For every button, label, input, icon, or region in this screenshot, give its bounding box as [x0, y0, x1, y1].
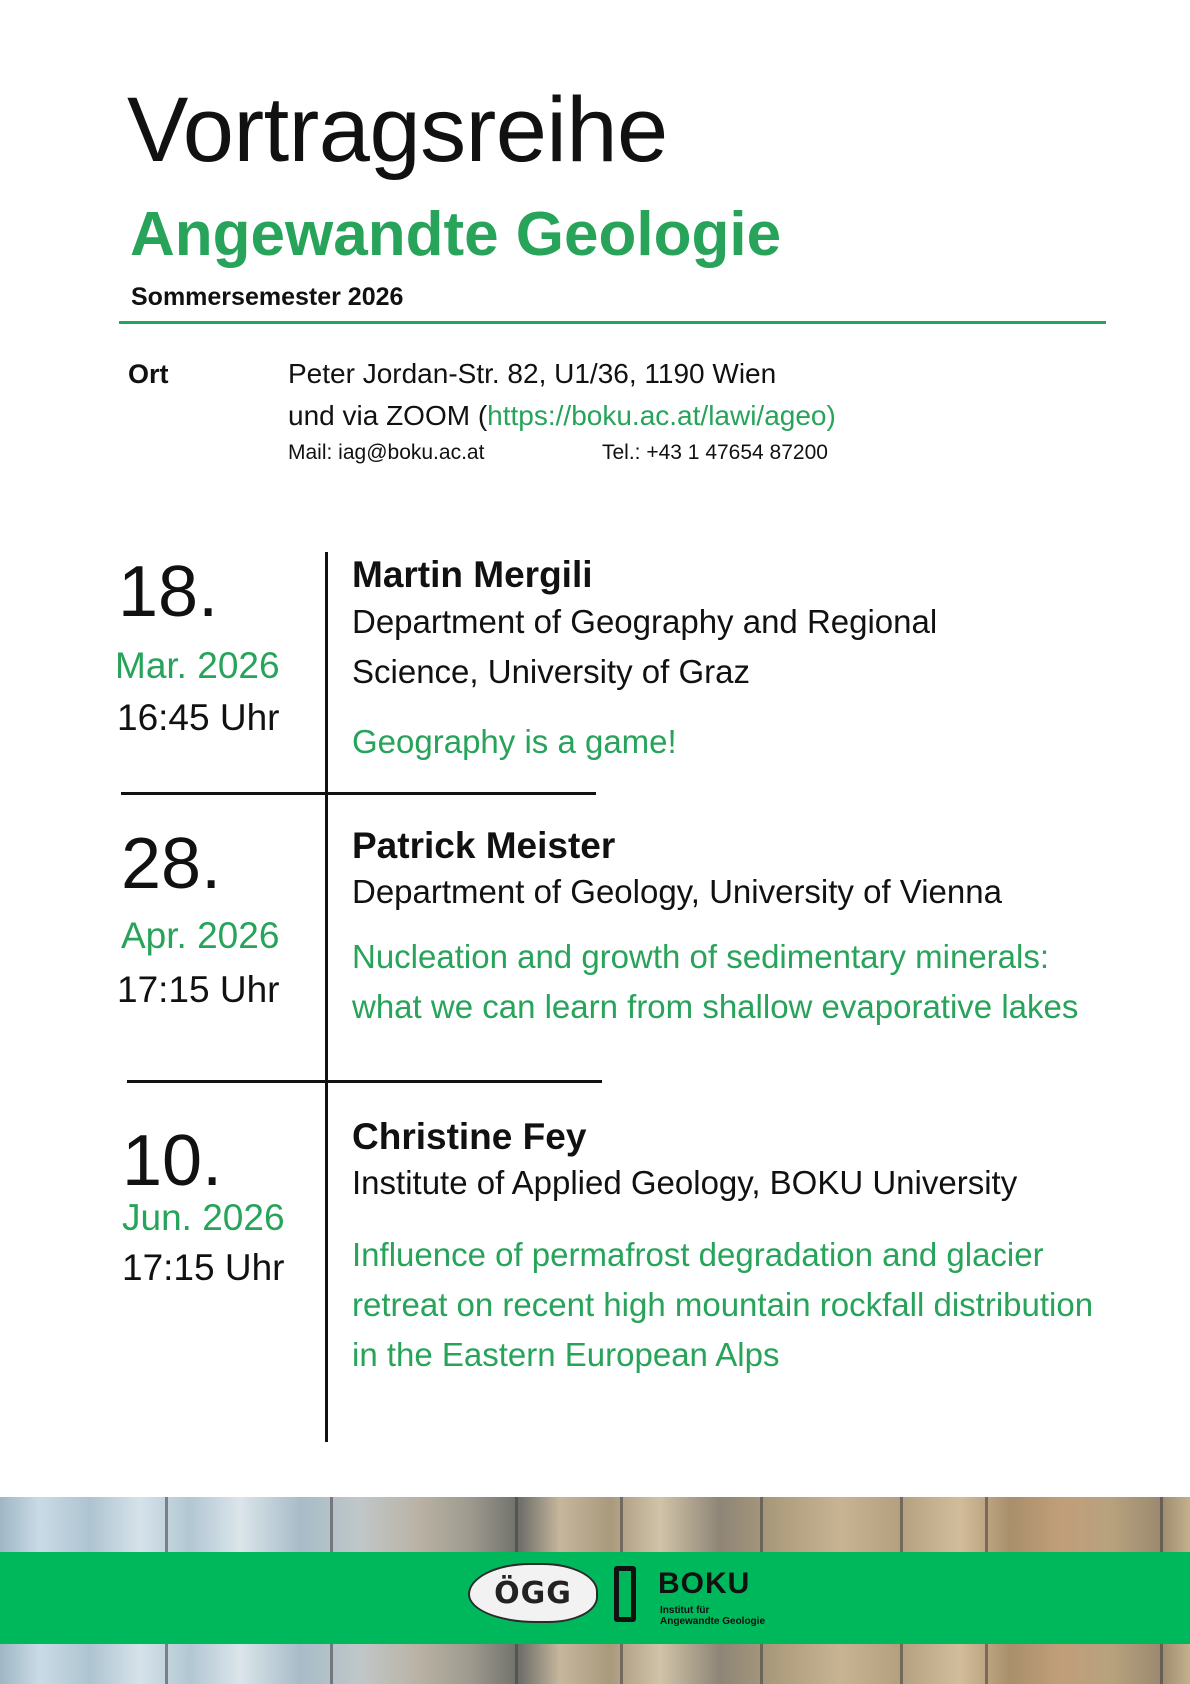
talk-3-topic-line-1: Influence of permafrost degradation and glacier: [352, 1236, 1044, 1273]
ogg-logo: [468, 1563, 598, 1623]
talk-2-day: 28.: [121, 824, 222, 904]
talk-1-day: 18.: [118, 552, 219, 632]
talk-2-time: 17:15 Uhr: [117, 969, 280, 1010]
talk-1-affiliation-line-1: Department of Geography and Regional: [352, 603, 938, 640]
location-address: Peter Jordan-Str. 82, U1/36, 1190 Wien: [288, 358, 777, 389]
talk-2-speaker: Patrick Meister: [352, 825, 616, 866]
schedule-divider-2: [127, 1080, 602, 1083]
talk-2-topic-line-2: what we can learn from shallow evaporative lakes: [352, 988, 1079, 1025]
ogg-logo-text: ÖGG: [494, 1575, 572, 1611]
talk-3-speaker: Christine Fey: [352, 1116, 587, 1157]
boku-logo-subtitle-2: Angewandte Geologie: [660, 1616, 766, 1627]
talk-2-topic-line-1: Nucleation and growth of sedimentary minerals:: [352, 938, 1050, 975]
talk-1-speaker: Martin Mergili: [352, 554, 593, 595]
talk-1-month: Mar. 2026: [115, 645, 280, 686]
talk-3-topic-line-2: retreat on recent high mountain rockfall distribution: [352, 1286, 1094, 1323]
schedule-divider-1: [121, 792, 596, 795]
page-title: Vortragsreihe: [127, 79, 668, 181]
page-subtitle: Angewandte Geologie: [130, 200, 782, 269]
header-divider: [119, 321, 1106, 324]
talk-1-time: 16:45 Uhr: [117, 697, 280, 738]
talk-1-topic-line-1: Geography is a game!: [352, 723, 677, 760]
talk-2-affiliation-line-1: Department of Geology, University of Vienna: [352, 873, 1002, 910]
talk-1-affiliation-line-2: Science, University of Graz: [352, 653, 750, 690]
zoom-link[interactable]: https://boku.ac.at/lawi/ageo): [487, 400, 836, 431]
talk-3-topic-line-3: in the Eastern European Alps: [352, 1336, 780, 1373]
schedule-vertical-divider: [325, 552, 328, 1442]
location-label: Ort: [128, 359, 169, 389]
boku-logo-subtitle-1: Institut für: [660, 1605, 710, 1616]
talk-2-month: Apr. 2026: [121, 915, 280, 956]
talk-3-affiliation-line-1: Institute of Applied Geology, BOKU University: [352, 1164, 1018, 1201]
location-zoom: [288, 399, 836, 433]
contact-tel: Tel.: +43 1 47654 87200: [602, 441, 828, 464]
semester-label: Sommersemester 2026: [131, 283, 404, 311]
contact-mail[interactable]: Mail: iag@boku.ac.at: [288, 441, 485, 464]
zoom-prefix: und via ZOOM (: [288, 400, 488, 431]
talk-3-month: Jun. 2026: [122, 1197, 285, 1238]
boku-logo-mark-icon: [614, 1566, 636, 1622]
talk-3-time: 17:15 Uhr: [122, 1247, 285, 1288]
talk-3-day: 10.: [122, 1121, 223, 1201]
boku-logo-name: BOKU: [658, 1567, 751, 1600]
